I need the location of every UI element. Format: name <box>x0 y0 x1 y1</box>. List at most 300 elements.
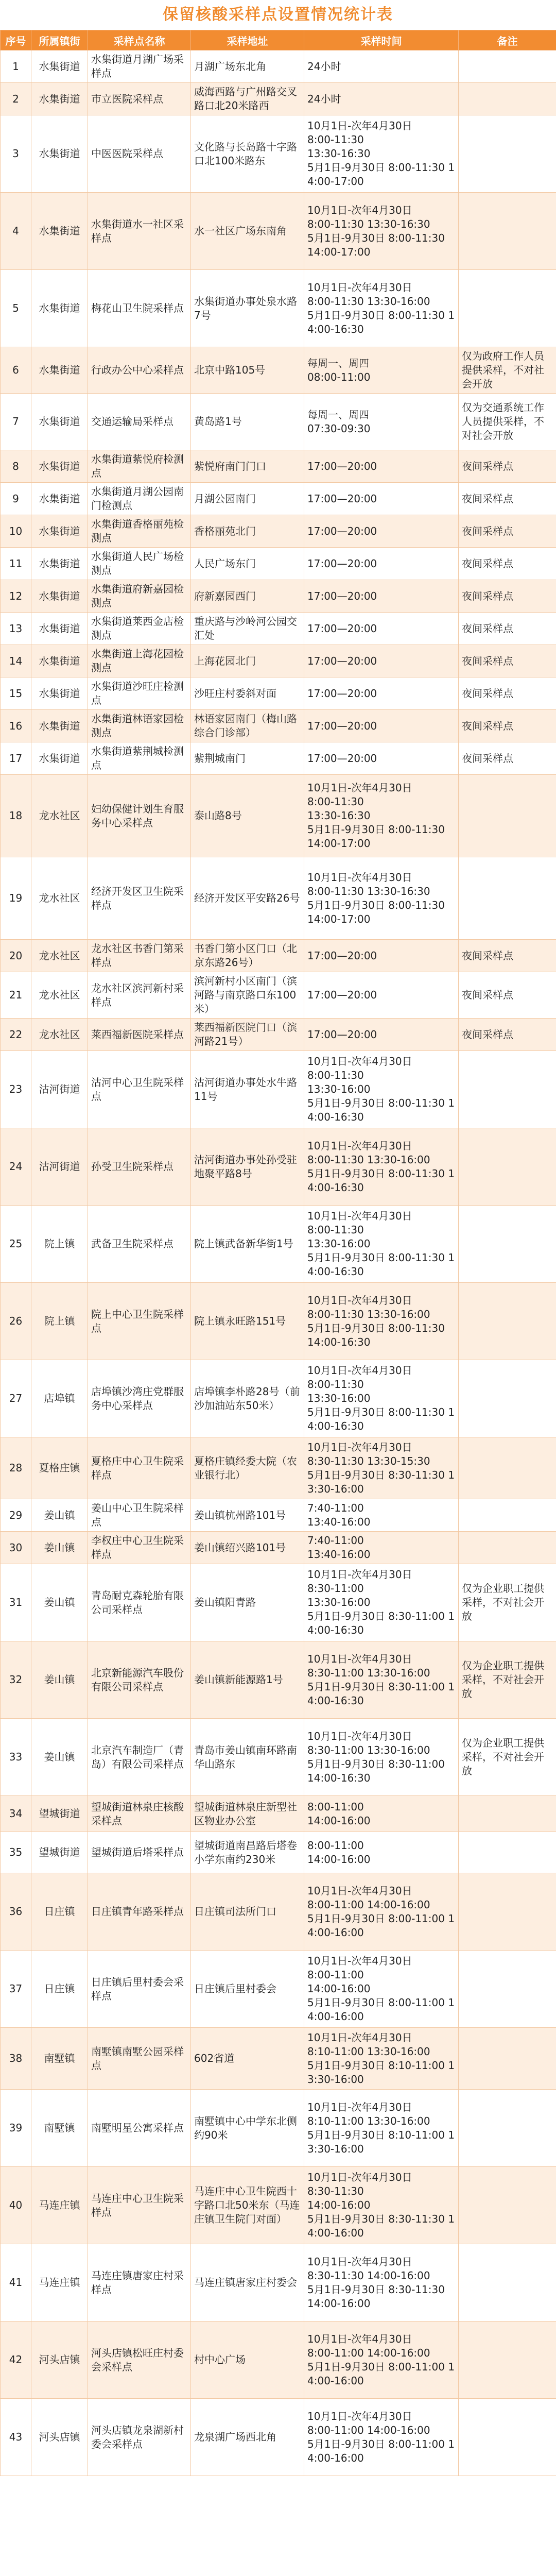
cell-remark: 夜间采样点 <box>459 580 556 613</box>
cell-time: 10月1日-次年4月30日 8:00-11:30 13:30-16:30 5月1日-9月30日 8:00-11:30 14:00-17:00 <box>304 193 459 270</box>
cell-town: 水集街道 <box>31 83 88 115</box>
cell-remark <box>459 1437 556 1499</box>
cell-site-name: 青岛耐克森轮胎有限公司采样点 <box>88 1564 191 1641</box>
cell-time: 10月1日-次年4月30日 8:00-11:30 13:30-16:30 5月1日-9月30日 8:00-11:30 14:00-17:00 <box>304 775 459 857</box>
table-row <box>1 1051 556 1128</box>
table-row <box>1 2399 556 2476</box>
cell-site-name: 水集街道紫悦府检测点 <box>88 450 191 483</box>
table-row <box>1 1796 556 1832</box>
cell-index: 34 <box>1 1796 31 1832</box>
cell-index: 14 <box>1 645 31 677</box>
cell-address: 月湖公园南门 <box>191 483 304 515</box>
cell-town: 姜山镇 <box>31 1499 88 1532</box>
cell-town: 水集街道 <box>31 742 88 775</box>
cell-town: 龙水社区 <box>31 972 88 1019</box>
cell-time: 17:00—20:00 <box>304 677 459 710</box>
cell-remark <box>459 2244 556 2321</box>
cell-index: 29 <box>1 1499 31 1532</box>
cell-site-name: 水集街道香格丽苑检测点 <box>88 515 191 548</box>
cell-index: 38 <box>1 2028 31 2090</box>
cell-site-name: 北京汽车制造厂（青岛）有限公司采样点 <box>88 1719 191 1796</box>
cell-index: 36 <box>1 1873 31 1951</box>
cell-site-name: 水集街道沙旺庄检测点 <box>88 677 191 710</box>
cell-address: 水集街道办事处泉水路7号 <box>191 270 304 347</box>
cell-index: 33 <box>1 1719 31 1796</box>
cell-site-name: 龙水社区滨河新村采样点 <box>88 972 191 1019</box>
cell-address: 望城街道南昌路后塔卷小学东南约230米 <box>191 1832 304 1873</box>
cell-remark: 仅为企业职工提供采样，不对社会开放 <box>459 1641 556 1719</box>
cell-address: 威海西路与广州路交叉路口北20米路西 <box>191 83 304 115</box>
cell-town: 龙水社区 <box>31 857 88 940</box>
cell-time: 10月1日-次年4月30日 8:00-11:30 13:30-16:30 5月1日-9月30日 8:00-11:30 14:00-17:00 <box>304 857 459 940</box>
cell-index: 18 <box>1 775 31 857</box>
cell-index: 21 <box>1 972 31 1019</box>
table-row <box>1 1641 556 1719</box>
cell-remark: 夜间采样点 <box>459 548 556 580</box>
cell-remark <box>459 2028 556 2090</box>
cell-address: 院上镇武备新华街1号 <box>191 1206 304 1283</box>
cell-remark <box>459 857 556 940</box>
page-title: 保留核酸采样点设置情况统计表 <box>0 0 556 30</box>
cell-site-name: 中医医院采样点 <box>88 115 191 193</box>
cell-site-name: 姜山中心卫生院采样点 <box>88 1499 191 1532</box>
table-row <box>1 580 556 613</box>
cell-site-name: 莱西福新医院采样点 <box>88 1019 191 1051</box>
table-row <box>1 1360 556 1437</box>
cell-site-name: 水集街道人民广场检测点 <box>88 548 191 580</box>
cell-index: 23 <box>1 1051 31 1128</box>
cell-remark <box>459 115 556 193</box>
cell-time: 每周一、周四 07:30-09:30 <box>304 394 459 450</box>
table-row <box>1 83 556 115</box>
cell-time: 10月1日-次年4月30日 8:00-11:00 14:00-16:00 5月1日-9月30日 8:00-11:00 14:00-16:00 <box>304 2399 459 2476</box>
cell-address: 重庆路与沙岭河公园交汇处 <box>191 613 304 645</box>
cell-address: 望城街道林泉庄新型社区物业办公室 <box>191 1796 304 1832</box>
cell-time: 10月1日-次年4月30日 8:00-11:30 13:30-16:30 5月1日-9月30日 8:00-11:30 14:00-17:00 <box>304 115 459 193</box>
table-row <box>1 677 556 710</box>
cell-remark: 仅为企业职工提供采样，不对社会开放 <box>459 1719 556 1796</box>
cell-site-name: 店埠镇沙湾庄党群服务中心采样点 <box>88 1360 191 1437</box>
cell-time: 24小时 <box>304 50 459 83</box>
cell-town: 姜山镇 <box>31 1719 88 1796</box>
cell-time: 7:40-11:00 13:40-16:00 <box>304 1499 459 1532</box>
cell-town: 水集街道 <box>31 483 88 515</box>
table-row <box>1 645 556 677</box>
cell-address: 夏格庄镇经委大院（农业银行北） <box>191 1437 304 1499</box>
cell-site-name: 水集街道莱西金店检测点 <box>88 613 191 645</box>
cell-address: 姜山镇阳青路 <box>191 1564 304 1641</box>
cell-site-name: 行政办公中心采样点 <box>88 347 191 394</box>
cell-town: 日庄镇 <box>31 1951 88 2028</box>
cell-remark <box>459 1051 556 1128</box>
cell-town: 河头店镇 <box>31 2321 88 2399</box>
cell-index: 7 <box>1 394 31 450</box>
cell-site-name: 水集街道府新嘉园检测点 <box>88 580 191 613</box>
cell-time: 10月1日-次年4月30日 8:30-11:00 13:30-16:00 5月1日-9月30日 8:30-11:00 14:00-16:30 <box>304 1564 459 1641</box>
cell-town: 水集街道 <box>31 613 88 645</box>
cell-index: 39 <box>1 2090 31 2167</box>
cell-address: 莱西福新医院门口（滨河路21号） <box>191 1019 304 1051</box>
cell-remark <box>459 1532 556 1564</box>
table-row <box>1 1951 556 2028</box>
cell-remark <box>459 1796 556 1832</box>
cell-address: 姜山镇绍兴路101号 <box>191 1532 304 1564</box>
cell-time: 17:00—20:00 <box>304 483 459 515</box>
table-row <box>1 115 556 193</box>
table-row <box>1 1128 556 1206</box>
cell-site-name: 北京新能源汽车股份有限公司采样点 <box>88 1641 191 1719</box>
cell-index: 25 <box>1 1206 31 1283</box>
cell-remark <box>459 2321 556 2399</box>
cell-site-name: 院上中心卫生院采样点 <box>88 1283 191 1360</box>
header-time: 采样时间 <box>304 30 459 50</box>
cell-town: 水集街道 <box>31 193 88 270</box>
cell-time: 17:00—20:00 <box>304 1019 459 1051</box>
cell-remark <box>459 1283 556 1360</box>
cell-town: 水集街道 <box>31 270 88 347</box>
cell-remark: 夜间采样点 <box>459 645 556 677</box>
table-row <box>1 347 556 394</box>
table-row <box>1 270 556 347</box>
cell-remark <box>459 193 556 270</box>
cell-site-name: 武备卫生院采样点 <box>88 1206 191 1283</box>
cell-address: 马连庄镇唐家庄村委会 <box>191 2244 304 2321</box>
cell-time: 10月1日-次年4月30日 8:30-11:30 13:30-15:30 5月1日-9月30日 8:30-11:30 13:30-16:00 <box>304 1437 459 1499</box>
cell-index: 41 <box>1 2244 31 2321</box>
table-row <box>1 2028 556 2090</box>
cell-site-name: 水集街道上海花园检测点 <box>88 645 191 677</box>
cell-address: 店埠镇李朴路28号（前沙加油站东50米） <box>191 1360 304 1437</box>
cell-town: 沽河街道 <box>31 1128 88 1206</box>
cell-index: 28 <box>1 1437 31 1499</box>
cell-index: 19 <box>1 857 31 940</box>
cell-remark: 夜间采样点 <box>459 710 556 742</box>
cell-address: 黄岛路1号 <box>191 394 304 450</box>
cell-site-name: 妇幼保健计划生育服务中心采样点 <box>88 775 191 857</box>
cell-index: 3 <box>1 115 31 193</box>
cell-index: 4 <box>1 193 31 270</box>
table-row <box>1 193 556 270</box>
cell-address: 村中心广场 <box>191 2321 304 2399</box>
cell-town: 姜山镇 <box>31 1641 88 1719</box>
cell-site-name: 水集街道月湖广场采样点 <box>88 50 191 83</box>
cell-address: 日庄镇司法所门口 <box>191 1873 304 1951</box>
cell-time: 10月1日-次年4月30日 8:30-11:30 14:00-16:00 5月1日-9月30日 8:30-11:30 14:00-16:00 <box>304 2244 459 2321</box>
cell-remark: 夜间采样点 <box>459 940 556 972</box>
cell-town: 店埠镇 <box>31 1360 88 1437</box>
header-remark: 备注 <box>459 30 556 50</box>
cell-time: 17:00—20:00 <box>304 710 459 742</box>
cell-index: 10 <box>1 515 31 548</box>
cell-address: 日庄镇后里村委会 <box>191 1951 304 2028</box>
cell-site-name: 日庄镇后里村委会采样点 <box>88 1951 191 2028</box>
cell-index: 37 <box>1 1951 31 2028</box>
cell-address: 沽河街道办事处孙受驻地聚平路8号 <box>191 1128 304 1206</box>
cell-time: 8:00-11:00 14:00-16:00 <box>304 1832 459 1873</box>
cell-index: 8 <box>1 450 31 483</box>
cell-address: 滨河新村小区南门（滨河路与南京路口东100米） <box>191 972 304 1019</box>
cell-index: 35 <box>1 1832 31 1873</box>
sampling-sites-table <box>0 30 556 2476</box>
table-row <box>1 1564 556 1641</box>
cell-index: 43 <box>1 2399 31 2476</box>
cell-address: 北京中路105号 <box>191 347 304 394</box>
cell-time: 10月1日-次年4月30日 8:10-11:00 13:30-16:00 5月1日-9月30日 8:10-11:00 13:30-16:00 <box>304 2028 459 2090</box>
cell-site-name: 沽河中心卫生院采样点 <box>88 1051 191 1128</box>
cell-index: 22 <box>1 1019 31 1051</box>
cell-site-name: 河头店镇龙泉湖新村委会采样点 <box>88 2399 191 2476</box>
cell-address: 紫悦府南门门口 <box>191 450 304 483</box>
cell-remark <box>459 1832 556 1873</box>
cell-remark: 夜间采样点 <box>459 515 556 548</box>
cell-town: 河头店镇 <box>31 2399 88 2476</box>
cell-address: 文化路与长岛路十字路口北100米路东 <box>191 115 304 193</box>
cell-remark: 仅为企业职工提供采样，不对社会开放 <box>459 1564 556 1641</box>
cell-town: 龙水社区 <box>31 1019 88 1051</box>
cell-site-name: 南墅镇南墅公园采样点 <box>88 2028 191 2090</box>
cell-town: 院上镇 <box>31 1206 88 1283</box>
cell-site-name: 水集街道紫荆城检测点 <box>88 742 191 775</box>
cell-time: 17:00—20:00 <box>304 742 459 775</box>
cell-town: 水集街道 <box>31 394 88 450</box>
cell-time: 10月1日-次年4月30日 8:30-11:00 13:30-16:00 5月1日-9月30日 8:30-11:00 14:00-16:30 <box>304 1719 459 1796</box>
cell-remark: 夜间采样点 <box>459 613 556 645</box>
cell-time: 10月1日-次年4月30日 8:00-11:00 14:00-16:00 5月1日-9月30日 8:00-11:00 14:00-16:00 <box>304 2321 459 2399</box>
cell-remark <box>459 775 556 857</box>
cell-address: 602省道 <box>191 2028 304 2090</box>
cell-remark <box>459 270 556 347</box>
cell-remark <box>459 1873 556 1951</box>
cell-index: 5 <box>1 270 31 347</box>
cell-town: 水集街道 <box>31 548 88 580</box>
cell-town: 院上镇 <box>31 1283 88 1360</box>
table-body <box>1 50 556 2476</box>
cell-index: 2 <box>1 83 31 115</box>
cell-address: 沙旺庄村委斜对面 <box>191 677 304 710</box>
table-row <box>1 1719 556 1796</box>
cell-town: 南墅镇 <box>31 2090 88 2167</box>
cell-time: 10月1日-次年4月30日 8:30-11:30 14:00-16:00 5月1日-9月30日 8:30-11:30 14:00-16:00 <box>304 2167 459 2244</box>
cell-time: 17:00—20:00 <box>304 613 459 645</box>
cell-site-name: 河头店镇松旺庄村委会采样点 <box>88 2321 191 2399</box>
cell-remark <box>459 1206 556 1283</box>
table-row <box>1 613 556 645</box>
table-row <box>1 1283 556 1360</box>
cell-time: 10月1日-次年4月30日 8:30-11:00 13:30-16:00 5月1日-9月30日 8:30-11:00 14:00-16:30 <box>304 1641 459 1719</box>
cell-index: 16 <box>1 710 31 742</box>
cell-index: 13 <box>1 613 31 645</box>
header-index: 序号 <box>1 30 31 50</box>
cell-site-name: 市立医院采样点 <box>88 83 191 115</box>
cell-site-name: 龙水社区书香门第采样点 <box>88 940 191 972</box>
table-row <box>1 483 556 515</box>
cell-address: 姜山镇新能源路1号 <box>191 1641 304 1719</box>
cell-remark: 夜间采样点 <box>459 483 556 515</box>
cell-index: 27 <box>1 1360 31 1437</box>
table-row <box>1 1532 556 1564</box>
cell-address: 府新嘉园西门 <box>191 580 304 613</box>
cell-time: 17:00—20:00 <box>304 940 459 972</box>
cell-town: 姜山镇 <box>31 1532 88 1564</box>
cell-remark: 夜间采样点 <box>459 677 556 710</box>
table-row <box>1 450 556 483</box>
cell-remark <box>459 1360 556 1437</box>
table-row <box>1 742 556 775</box>
header-town: 所属镇街 <box>31 30 88 50</box>
cell-town: 水集街道 <box>31 677 88 710</box>
table-row <box>1 857 556 940</box>
table-row <box>1 972 556 1019</box>
cell-remark <box>459 83 556 115</box>
cell-address: 书香门第小区门口（北京东路26号） <box>191 940 304 972</box>
cell-town: 龙水社区 <box>31 775 88 857</box>
cell-town: 水集街道 <box>31 347 88 394</box>
cell-remark: 仅为交通系统工作人员提供采样，不对社会开放 <box>459 394 556 450</box>
table-row <box>1 710 556 742</box>
cell-site-name: 南墅明星公寓采样点 <box>88 2090 191 2167</box>
cell-time: 10月1日-次年4月30日 8:10-11:00 13:30-16:00 5月1日-9月30日 8:10-11:00 13:30-16:00 <box>304 2090 459 2167</box>
cell-remark <box>459 2090 556 2167</box>
cell-town: 望城街道 <box>31 1796 88 1832</box>
table-row <box>1 2321 556 2399</box>
cell-time: 每周一、周四 08:00-11:00 <box>304 347 459 394</box>
cell-address: 南墅镇中心中学东北侧约90米 <box>191 2090 304 2167</box>
cell-time: 10月1日-次年4月30日 8:00-11:30 13:30-16:00 5月1日-9月30日 8:00-11:30 14:00-16:30 <box>304 1360 459 1437</box>
cell-index: 1 <box>1 50 31 83</box>
table-row <box>1 2167 556 2244</box>
table-row <box>1 775 556 857</box>
cell-index: 40 <box>1 2167 31 2244</box>
cell-town: 水集街道 <box>31 645 88 677</box>
cell-time: 17:00—20:00 <box>304 580 459 613</box>
cell-remark: 仅为政府工作人员提供采样，不对社会开放 <box>459 347 556 394</box>
cell-remark <box>459 2399 556 2476</box>
cell-index: 9 <box>1 483 31 515</box>
cell-town: 水集街道 <box>31 515 88 548</box>
cell-town: 水集街道 <box>31 580 88 613</box>
cell-town: 望城街道 <box>31 1832 88 1873</box>
cell-index: 30 <box>1 1532 31 1564</box>
cell-time: 10月1日-次年4月30日 8:00-11:00 14:00-16:00 5月1日-9月30日 8:00-11:00 14:00-16:00 <box>304 1873 459 1951</box>
table-row <box>1 1873 556 1951</box>
cell-address: 林语家园南门（梅山路综合门诊部） <box>191 710 304 742</box>
cell-town: 姜山镇 <box>31 1564 88 1641</box>
cell-site-name: 李权庄中心卫生院采样点 <box>88 1532 191 1564</box>
cell-time: 10月1日-次年4月30日 8:00-11:30 13:30-16:00 5月1日-9月30日 8:00-11:30 14:00-16:30 <box>304 1128 459 1206</box>
cell-index: 42 <box>1 2321 31 2399</box>
cell-remark: 夜间采样点 <box>459 450 556 483</box>
cell-index: 6 <box>1 347 31 394</box>
table-row <box>1 394 556 450</box>
header-address: 采样地址 <box>191 30 304 50</box>
cell-address: 马连庄中心卫生院西十字路口北50米东（马连庄镇卫生院门对面） <box>191 2167 304 2244</box>
cell-town: 南墅镇 <box>31 2028 88 2090</box>
cell-address: 人民广场东门 <box>191 548 304 580</box>
cell-index: 20 <box>1 940 31 972</box>
cell-site-name: 夏格庄中心卫生院采样点 <box>88 1437 191 1499</box>
table-row <box>1 1832 556 1873</box>
cell-site-name: 经济开发区卫生院采样点 <box>88 857 191 940</box>
cell-time: 10月1日-次年4月30日 8:00-11:30 13:30-16:00 5月1日-9月30日 8:00-11:30 14:00-16:30 <box>304 270 459 347</box>
cell-address: 上海花园北门 <box>191 645 304 677</box>
cell-site-name: 望城街道后塔采样点 <box>88 1832 191 1873</box>
cell-index: 31 <box>1 1564 31 1641</box>
cell-site-name: 马连庄镇唐家庄村采样点 <box>88 2244 191 2321</box>
cell-address: 姜山镇杭州路101号 <box>191 1499 304 1532</box>
cell-index: 26 <box>1 1283 31 1360</box>
cell-address: 经济开发区平安路26号 <box>191 857 304 940</box>
cell-town: 沽河街道 <box>31 1051 88 1128</box>
cell-index: 17 <box>1 742 31 775</box>
cell-remark <box>459 1128 556 1206</box>
cell-address: 龙泉湖广场西北角 <box>191 2399 304 2476</box>
table-row <box>1 1019 556 1051</box>
cell-time: 10月1日-次年4月30日 8:00-11:00 14:00-16:00 5月1日-9月30日 8:00-11:00 14:00-16:00 <box>304 1951 459 2028</box>
table-row <box>1 548 556 580</box>
cell-remark <box>459 1499 556 1532</box>
cell-site-name: 水集街道林语家园检测点 <box>88 710 191 742</box>
table-row <box>1 50 556 83</box>
cell-time: 17:00—20:00 <box>304 515 459 548</box>
cell-address: 青岛市姜山镇南环路南华山路东 <box>191 1719 304 1796</box>
cell-time: 8:00-11:00 14:00-16:00 <box>304 1796 459 1832</box>
cell-town: 夏格庄镇 <box>31 1437 88 1499</box>
cell-remark: 夜间采样点 <box>459 972 556 1019</box>
cell-town: 水集街道 <box>31 710 88 742</box>
cell-remark <box>459 50 556 83</box>
table-row <box>1 1499 556 1532</box>
cell-site-name: 水集街道月湖公园南门检测点 <box>88 483 191 515</box>
cell-remark <box>459 2167 556 2244</box>
cell-address: 香格丽苑北门 <box>191 515 304 548</box>
cell-town: 马连庄镇 <box>31 2244 88 2321</box>
cell-address: 泰山路8号 <box>191 775 304 857</box>
cell-address: 月湖广场东北角 <box>191 50 304 83</box>
cell-time: 10月1日-次年4月30日 8:00-11:30 13:30-16:00 5月1日-9月30日 8:00-11:30 14:00-16:30 <box>304 1051 459 1128</box>
cell-index: 24 <box>1 1128 31 1206</box>
table-row <box>1 2090 556 2167</box>
cell-index: 11 <box>1 548 31 580</box>
cell-time: 17:00—20:00 <box>304 645 459 677</box>
cell-index: 15 <box>1 677 31 710</box>
cell-town: 日庄镇 <box>31 1873 88 1951</box>
cell-time: 10月1日-次年4月30日 8:00-11:30 13:30-16:00 5月1日-9月30日 8:00-11:30 14:00-16:30 <box>304 1206 459 1283</box>
cell-address: 院上镇永旺路151号 <box>191 1283 304 1360</box>
table-row <box>1 2244 556 2321</box>
cell-index: 12 <box>1 580 31 613</box>
cell-index: 32 <box>1 1641 31 1719</box>
cell-time: 17:00—20:00 <box>304 450 459 483</box>
cell-time: 10月1日-次年4月30日 8:00-11:30 13:30-16:00 5月1日-9月30日 8:00-11:30 14:00-16:30 <box>304 1283 459 1360</box>
cell-town: 水集街道 <box>31 115 88 193</box>
cell-address: 水一社区广场东南角 <box>191 193 304 270</box>
cell-time: 17:00—20:00 <box>304 972 459 1019</box>
cell-time: 17:00—20:00 <box>304 548 459 580</box>
table-row <box>1 940 556 972</box>
cell-remark: 夜间采样点 <box>459 1019 556 1051</box>
cell-site-name: 水集街道水一社区采样点 <box>88 193 191 270</box>
table-header-row <box>1 30 556 50</box>
cell-remark: 夜间采样点 <box>459 742 556 775</box>
table-row <box>1 515 556 548</box>
header-site-name: 采样点名称 <box>88 30 191 50</box>
cell-town: 龙水社区 <box>31 940 88 972</box>
cell-site-name: 孙受卫生院采样点 <box>88 1128 191 1206</box>
table-row <box>1 1206 556 1283</box>
cell-time: 7:40-11:00 13:40-16:00 <box>304 1532 459 1564</box>
cell-remark <box>459 1951 556 2028</box>
cell-site-name: 日庄镇青年路采样点 <box>88 1873 191 1951</box>
